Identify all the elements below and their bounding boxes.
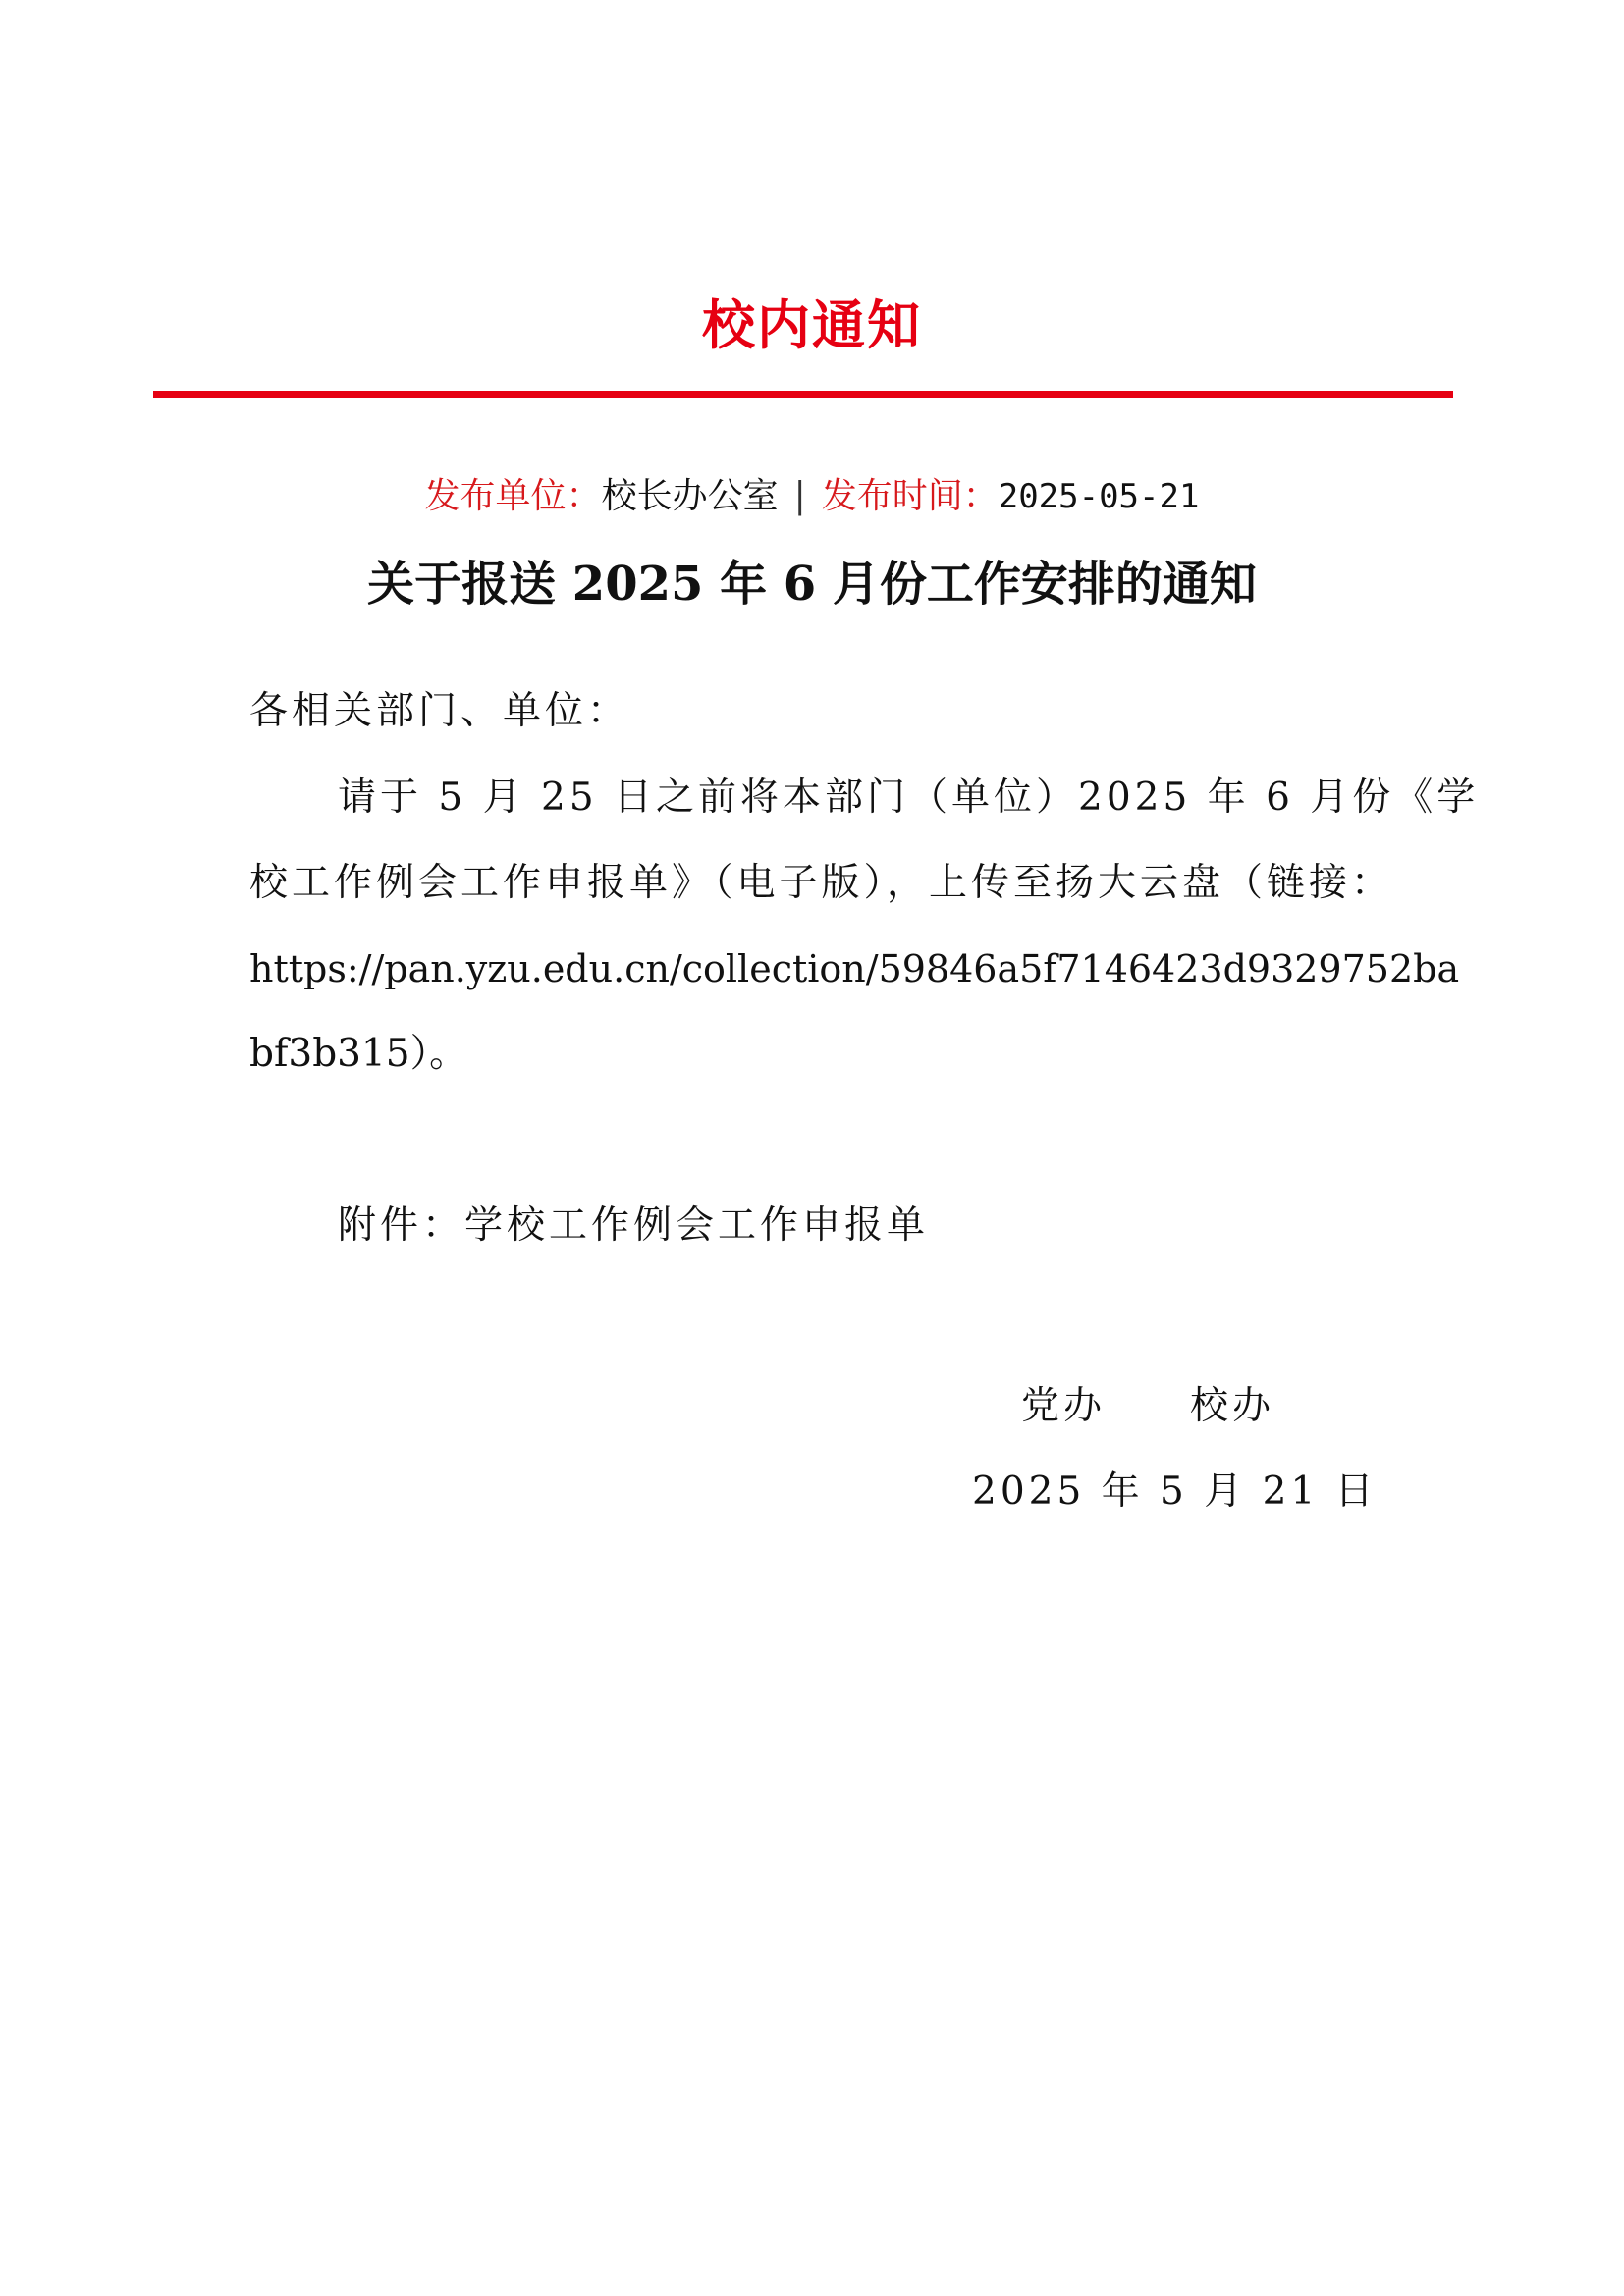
publisher-label: 发布单位： (424, 476, 602, 516)
publish-date-value: 2025-05-21 (998, 477, 1200, 516)
attachment-line: 附件：学校工作例会工作申报单 (338, 1203, 930, 1248)
sign-date: 2025 年 5 月 21 日 (972, 1469, 1378, 1514)
meta-separator: | (793, 476, 806, 516)
page-title: 校内通知 (702, 294, 922, 356)
body-line-1: 请于 5 月 25 日之前将本部门（单位）2025 年 6 月份《学 (338, 775, 1480, 820)
publish-info (0, 471, 1624, 522)
body-line-2: 校工作例会工作申报单》（电子版），上传至扬大云盘（链接： (249, 861, 1394, 905)
signatories: 党办 校办 (1021, 1384, 1275, 1428)
body-link[interactable]: https://pan.yzu.edu.cn/collection/59846a5f7146423d9329752ba (249, 947, 1460, 990)
body-line-4: bf3b315）。 (249, 1032, 468, 1076)
publisher-value: 校长办公室 (601, 476, 779, 516)
title-divider (153, 391, 1453, 398)
notice-title: 关于报送 2025 年 6 月份工作安排的通知 (367, 557, 1257, 612)
salutation: 各相关部门、单位： (249, 689, 630, 733)
publish-date-label: 发布时间： (821, 476, 999, 516)
